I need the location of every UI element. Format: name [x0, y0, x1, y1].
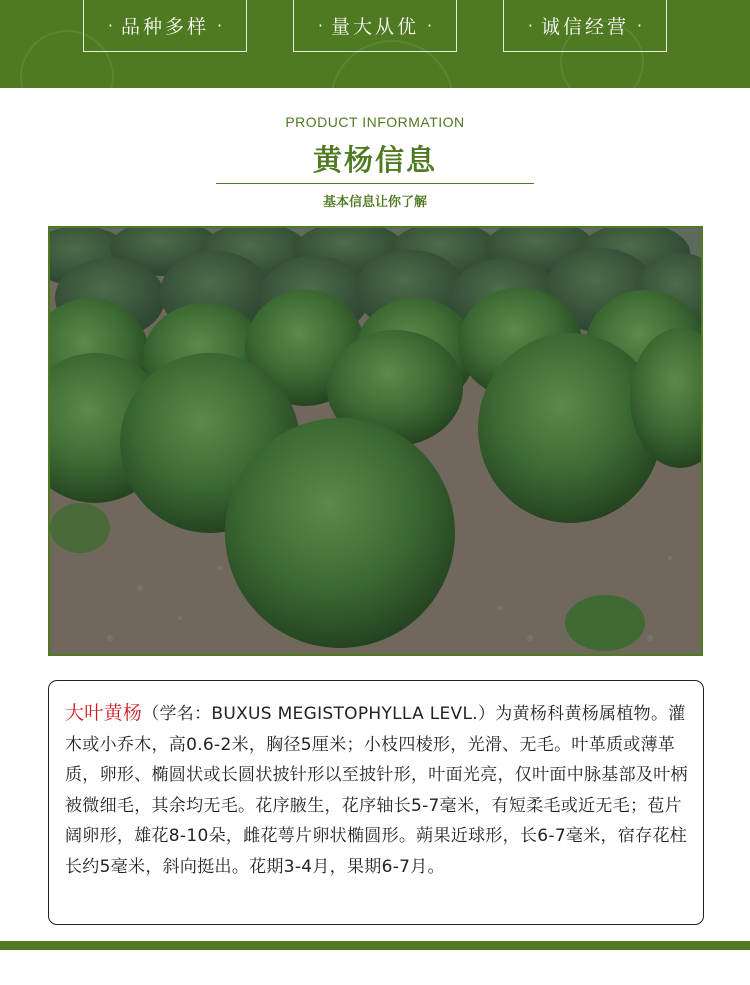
- badge-label: 诚信经营: [540, 16, 629, 38]
- badge-dot: ·: [107, 16, 113, 35]
- title-divider: [216, 183, 534, 184]
- description-panel: [48, 680, 704, 925]
- plant-name: 大叶黄杨: [65, 702, 143, 724]
- description-text: （学名：BUXUS MEGISTOPHYLLA LEVL.）为黄杨科黄杨属植物。灌木或小乔木，高0.6-2米，胸径5厘米；小枝四棱形，光滑、无毛。叶革质或薄革质，卵形、椭圆状或长圆状披针形以至披针形，叶面光亮，仅叶面中脉基部及叶柄被微细毛，其余均无毛。花序腋生，花序轴长5-7毫米，有短柔毛或近无毛；苞片阔卵形，雄花8-10朵，雌花萼片卵状椭圆形。蒴果近球形，长6-7毫米，宿存花柱长约5毫米，斜向挺出。花期3-4月，果期6-7月。: [65, 704, 688, 877]
- badge-label: 量大从优: [330, 16, 419, 38]
- badge-volume: [293, 0, 457, 52]
- badge-dot: ·: [217, 16, 223, 35]
- badge-label: 品种多样: [120, 16, 209, 38]
- badge-dot: ·: [427, 16, 433, 35]
- badge-integrity: [503, 0, 667, 52]
- header-banner: [0, 0, 750, 88]
- product-photo: [48, 226, 703, 656]
- section-subtitle-cn: 基本信息让你了解: [322, 195, 427, 210]
- badge-dot: ·: [317, 16, 323, 35]
- footer-bar: [0, 941, 750, 950]
- boxwood-field-illustration: [50, 228, 701, 654]
- badge-dot: ·: [637, 16, 643, 35]
- badge-variety: [83, 0, 247, 52]
- section-subtitle-en: PRODUCT INFORMATION: [285, 114, 465, 130]
- section-title: 黄杨信息: [312, 143, 437, 177]
- badge-dot: ·: [527, 16, 533, 35]
